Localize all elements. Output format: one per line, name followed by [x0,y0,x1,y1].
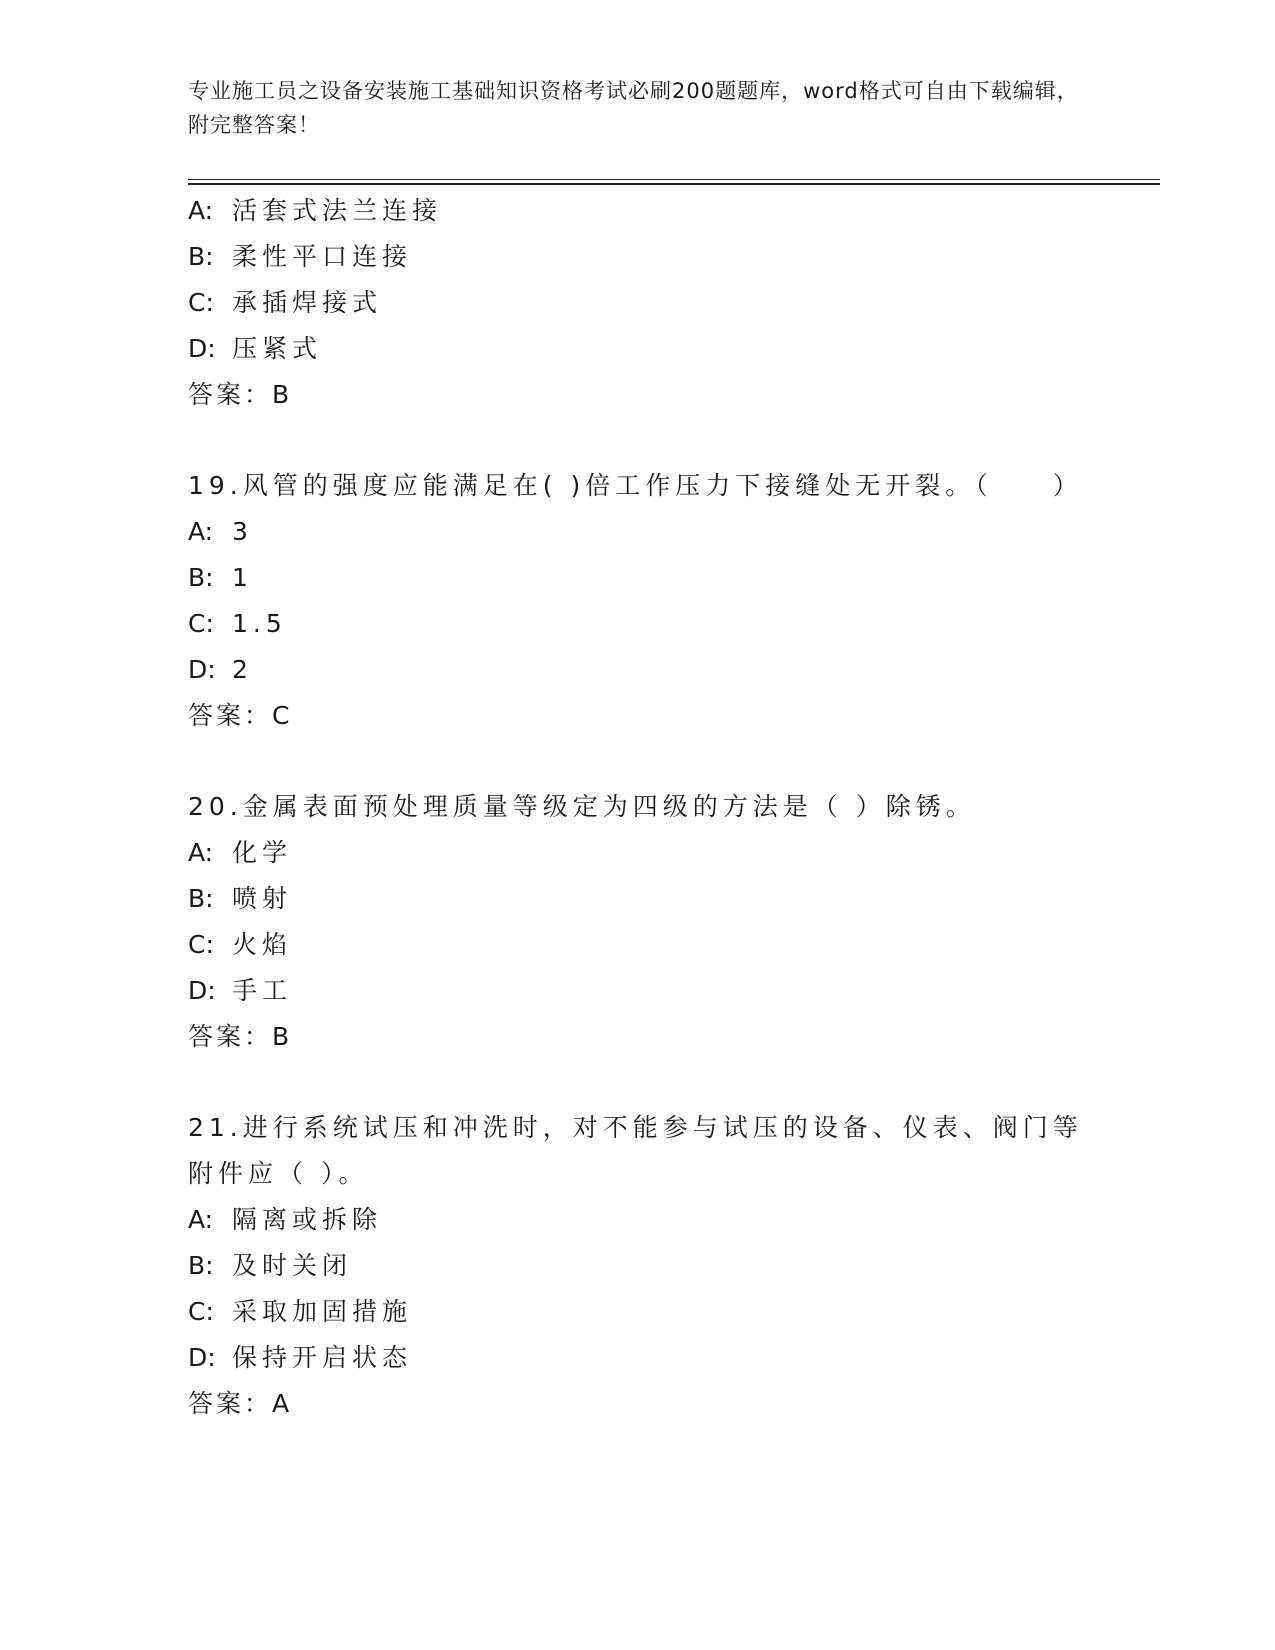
document-header: 专业施工员之设备安装施工基础知识资格考试必刷200题题库，word格式可自由下载编辑，附完整答案！ [188,79,1079,137]
q21-option-a: A: 隔离或拆除 [188,1205,383,1234]
q19-option-d: D: 2 [188,655,253,684]
header-divider-thin [188,179,1160,180]
q18-option-d: D: 压紧式 [188,334,323,363]
q20-option-d: D: 手工 [188,976,293,1005]
q19-question: 19.风管的强度应能满足在( )倍工作压力下接缝处无开裂。（ ） [188,471,1083,500]
q20-answer: 答案：B [188,1022,293,1051]
q21-option-c: C: 采取加固措施 [188,1297,413,1326]
q21-answer: 答案：A [188,1389,293,1418]
q18-option-a: A: 活套式法兰连接 [188,196,443,225]
q20-question: 20.金属表面预处理质量等级定为四级的方法是（ ）除锈。 [188,792,976,821]
q21-option-d: D: 保持开启状态 [188,1343,413,1372]
q18-option-c: C: 承插焊接式 [188,288,383,317]
q19-option-b: B: 1 [188,563,253,592]
q19-answer: 答案：C [188,701,293,730]
q19-option-c: C: 1.5 [188,609,287,638]
q20-option-b: B: 喷射 [188,884,293,913]
q20-option-a: A: 化学 [188,838,293,867]
q21-option-b: B: 及时关闭 [188,1251,353,1280]
q18-answer: 答案：B [188,380,293,409]
q20-option-c: C: 火焰 [188,930,293,959]
header-divider-thick [188,183,1160,185]
q18-option-b: B: 柔性平口连接 [188,242,413,271]
q21-question: 21.进行系统试压和冲洗时，对不能参与试压的设备、仪表、阀门等附件应（ ）。 [188,1113,1083,1188]
q19-option-a: A: 3 [188,517,253,546]
